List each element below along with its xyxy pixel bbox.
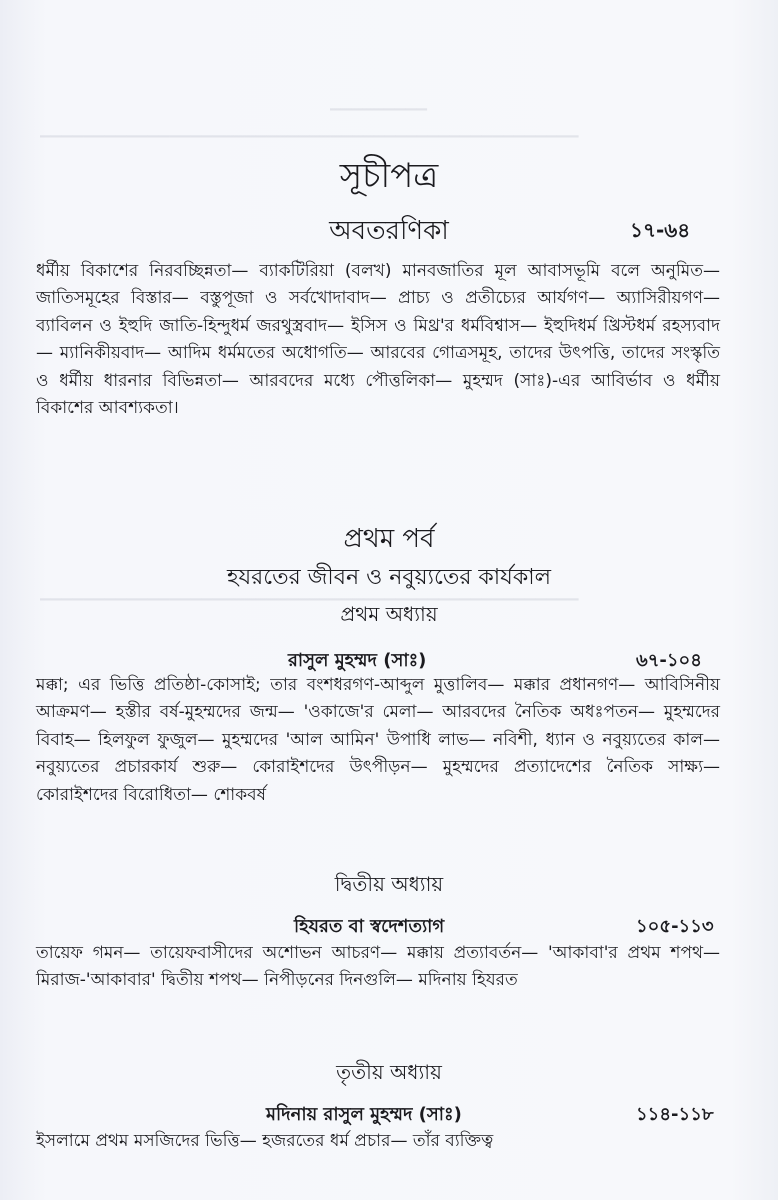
part1-heading: প্রথম পর্ব (343, 524, 435, 554)
chapter1-heading: প্রথম অধ্যায় (340, 602, 438, 626)
chapter1-contents: মক্কা; এর ভিত্তি প্রতিষ্ঠা-কোসাই; তার বংশধরগণ-আব্দুল মুত্তালিব— মক্কার প্রধানগণ— আবিসিনীয় আক্রমণ— হস্তীর বর্ষ-মুহম্মদের জন্ম— 'ওকাজে'র মেলা— আরবদের নৈতিক অধঃপতন— মুহম্মদের বিবাহ— হিলফুল ফুজুল— মুহম্মদের 'আল আমিন' উপাধি লাভ— নবিশী, ধ্যান ও নবুয়্যতের কাল— নবুয়্যতের প্রচারকার্য শুরু— কোরাইশদের উৎপীড়ন— মুহম্মদের প্রত্যাদেশের নৈতিক সাক্ষ্য— কোরাইশদের বিরোধিতা— শোকবর্ষ (36, 675, 720, 805)
chapter2-contents: তায়েফ গমন— তায়েফবাসীদের অশোভন আচরণ— মক্কায় প্রত্যাবর্তন— 'আকাবা'র প্রথম শপথ— মিরাজ-'আকাবার' দ্বিতীয় শপথ— নিপীড়নের দিনগুলি— মদিনায় হিযরত (36, 943, 720, 991)
chapter1-page-range: ৬৭-১০৪ (636, 650, 702, 671)
chapter2-heading: দ্বিতীয় অধ্যায় (334, 872, 444, 896)
show-through-text: ▁▁▁▁▁▁▁▁▁ (330, 95, 427, 111)
chapter1-subheading: রাসুল মুহম্মদ (সাঃ) (288, 650, 427, 671)
chapter3-contents: ইসলামে প্রথম মসজিদের ভিত্তি— হজরতের ধর্ম প্রচার— তাঁর ব্যক্তিত্ব (36, 1131, 494, 1151)
chapter2-subheading: হিযরত বা স্বদেশত্যাগ (294, 916, 445, 937)
chapter3-heading: তৃতীয় অধ্যায় (336, 1060, 442, 1084)
chapter3-page-range: ১১৪-১১৮ (636, 1104, 714, 1125)
intro-heading: অবতরণিকা (329, 216, 449, 246)
chapter2-page-range: ১০৫-১১৩ (636, 916, 714, 937)
show-through-text: ▁▁▁▁▁▁▁▁▁▁▁▁▁▁▁▁▁▁▁▁▁▁▁▁▁▁▁▁▁▁▁▁▁▁▁▁▁▁▁▁▁▁▁▁▁▁▁▁▁▁ (40, 585, 579, 601)
chapter3-subheading: মদিনায় রাসুল মুহম্মদ (সাঃ) (266, 1104, 462, 1125)
page-title: সূচীপত্র (339, 156, 439, 196)
part1-subtitle: হযরতের জীবন ও নবুয়্যতের কার্যকাল (226, 565, 552, 590)
intro-page-range: ১৭-৬৪ (630, 218, 691, 242)
show-through-text: ▁▁▁▁▁▁▁▁▁▁▁▁▁▁▁▁▁▁▁▁▁▁▁▁▁▁▁▁▁▁▁▁▁▁▁▁▁▁▁▁▁▁▁▁▁▁▁▁▁▁ (40, 122, 579, 138)
intro-contents: ধর্মীয় বিকাশের নিরবচ্ছিন্নতা— ব্যাকটিরিয়া (বলখ) মানবজাতির মূল আবাসভূমি বলে অনুমিত— জাতিসমূহের বিস্তার— বস্তুপূজা ও সর্বখোদাবাদ— প্রাচ্য ও প্রতীচ্যের আর্যগণ— অ্যাসিরীয়গণ— ব্যাবিলন ও ইহুদি জাতি-হিন্দুধর্ম জরথুস্ত্রবাদ— ইসিস ও মিথ্র'র ধর্মবিশ্বাস— ইহুদিধর্ম খ্রিস্টধর্ম রহস্যবাদ— ম্যানিকীয়বাদ— আদিম ধর্মমতের অধোগতি— আরবের গোত্রসমূহ, তাদের উৎপত্তি, তাদের সংস্কৃতি ও ধর্মীয় ধারনার বিভিন্নতা— আরবদের মধ্যে পৌত্তলিকা— মুহম্মদ (সাঃ)-এর আবির্ভাব ও ধর্মীয় বিকাশের আবশ্যকতা। (36, 261, 720, 419)
